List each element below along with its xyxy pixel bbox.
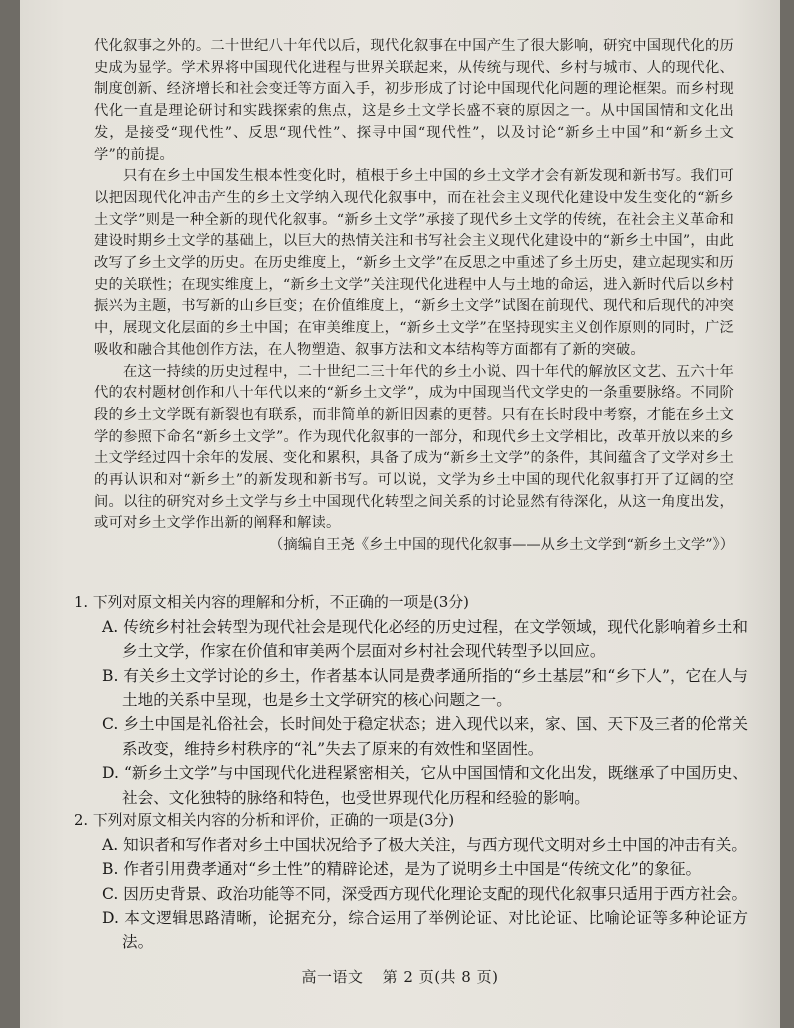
question-stem: 2. 下列对原文相关内容的分析和评价，正确的一项是(3分)	[74, 812, 455, 830]
page-footer	[20, 966, 780, 987]
question-2	[74, 810, 748, 955]
passage-paragraph-3: 在这一持续的历史过程中，二十世纪二三十年代的乡土小说、四十年代的解放区文艺、五六十年代的农村题材创作和八十年代以来的“新乡土文学”，成为中国现当代文学史的一条重要脉络。不同阶段的乡土文学既有新裂也有联系，而非简单的新旧因素的更替。只有在长时段中考察，才能在乡土文学的参照下命名“新乡土文学”。作为现代化叙事的一部分，和现代乡土文学相比，改革开放以来的乡土文学经过四十余年的发展、变化和累积，具备了成为“新乡土文学”的条件，其间蕴含了文学对乡土的再认识和对“新乡土”的新发现和新书写。可以说，文学为乡土中国的现代化叙事打开了辽阔的空间。以往的研究对乡土文学与乡土中国现代化转型之间关系的讨论显然有待深化，从这一角度出发，或可对乡土文学作出新的阐释和解读。	[94, 363, 734, 532]
option-d: D. “新乡土文学”与中国现代化进程紧密相关，它从中国国情和文化出发，既继承了中国历史、社会、文化独特的脉络和特色，也受世界现代化历程和经验的影响。	[102, 764, 748, 807]
passage-paragraph-2: 只有在乡土中国发生根本性变化时，植根于乡土中国的乡土文学才会有新发现和新书写。我们可以把因现代化冲击产生的乡土文学纳入现代化叙事中，而在社会主义现代化建设中发生变化的“新乡土文学”则是一种全新的现代化叙事。“新乡土文学”承接了现代乡土文学的传统，在社会主义革命和建设时期乡土文学的基础上，以巨大的热情关注和书写社会主义现代化建设中的“新乡土中国”，由此改写了乡土文学的历史。在历史维度上，“新乡土文学”在反思之中重述了乡土历史，建立起现实和历史的关联性；在现实维度上，“新乡土文学”关注现代化进程中人与土地的命运，进入新时代后以乡村振兴为主题，书写新的山乡巨变；在价值维度上，“新乡土文学”试图在前现代、现代和后现代的冲突中，展现文化层面的乡土中国；在审美维度上，“新乡土文学”在坚持现实主义创作原则的同时，广泛吸收和融合其他创作方法，在人物塑造、叙事方法和文本结构等方面都有了新的突破。	[94, 168, 734, 358]
option-b: B. 有关乡土文学讨论的乡土，作者基本认同是费孝通所指的“乡土基层”和“乡下人”，它在人与土地的关系中呈现，也是乡土文学研究的核心问题之一。	[102, 666, 748, 710]
passage-paragraph-1: 代化叙事之外的。二十世纪八十年代以后，现代化叙事在中国产生了很大影响，研究中国现代化的历史成为显学。学术界将中国现代化进程与世界关联起来，从传统与现代、乡村与城市、人的现代化、制度创新、经济增长和社会变迁等方面入手，初步形成了讨论中国现代化问题的理论框架。而乡村现代化一直是理论研讨和实践探索的焦点，这是乡土文学长盛不衰的原因之一。从中国国情和文化出发，是接受“现代性”、反思“现代性”、探寻中国“现代性”，以及讨论“新乡土中国”和“新乡土文学”的前提。	[94, 38, 734, 163]
option-c: C. 乡土中国是礼俗社会，长时间处于稳定状态；进入现代以来，家、国、天下及三者的伦常关系改变，维持乡村秩序的“礼”失去了原来的有效性和坚固性。	[102, 715, 748, 758]
option-d: D. 本文逻辑思路清晰，论据充分，综合运用了举例论证、对比论证、比喻论证等多种论证方法。	[102, 909, 748, 952]
question-1	[74, 592, 748, 810]
question-section	[74, 592, 748, 955]
option-a: A. 知识者和写作者对乡土中国状况给予了极大关注，与西方现代文明对乡土中国的冲击有关。	[102, 835, 747, 854]
option-a: A. 传统乡村社会转型为现代社会是现代化必经的历史过程，在文学领域，现代化影响着乡土和乡土文学，作家在价值和审美两个层面对乡村社会现代转型予以回应。	[102, 617, 748, 661]
option-b: B. 作者引用费孝通对“乡土性”的精辟论述，是为了说明乡土中国是“传统文化”的象征。	[102, 860, 702, 879]
exam-page	[20, 0, 780, 1028]
option-c: C. 因历史背景、政治功能等不同，深受西方现代化理论支配的现代化叙事只适用于西方社会。	[102, 884, 748, 903]
footer-subject: 高一语文	[301, 968, 364, 986]
question-stem: 1. 下列对原文相关内容的理解和分析，不正确的一项是(3分)	[74, 594, 469, 611]
footer-page-number: 第 2 页(共 8 页)	[382, 968, 499, 986]
passage-source: （摘编自王尧《乡土中国的现代化叙事——从乡土文学到“新乡土文学”》）	[269, 537, 734, 554]
reading-passage	[94, 36, 734, 557]
